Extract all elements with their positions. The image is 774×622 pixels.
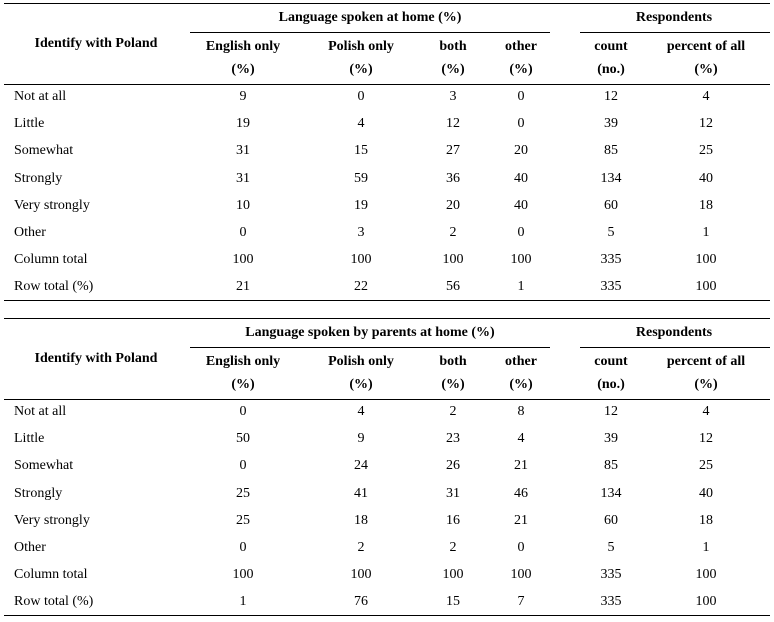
row-header: Identify with Poland	[34, 36, 158, 51]
cell-polish: 9	[357, 431, 365, 446]
table-row	[4, 274, 770, 301]
cell-percent: 100	[695, 594, 717, 609]
group-header-rule	[190, 32, 550, 33]
cell-count: 60	[604, 513, 618, 528]
cell-count: 335	[600, 252, 622, 267]
col-header-count: count	[594, 39, 628, 54]
cell-percent: 4	[702, 89, 710, 104]
cell-both: 26	[446, 458, 460, 473]
cell-count: 335	[600, 594, 622, 609]
col-header-percent: percent of all	[666, 39, 746, 54]
row-label: Somewhat	[14, 143, 74, 158]
cell-other: 21	[514, 513, 528, 528]
cell-other: 40	[514, 171, 528, 186]
cell-english: 0	[239, 404, 247, 419]
col-header-both: both	[439, 354, 467, 369]
cell-count: 5	[607, 540, 615, 555]
col-header-other-unit: (%)	[509, 62, 533, 77]
cell-both: 12	[446, 116, 460, 131]
cell-english: 100	[232, 567, 254, 582]
cell-count: 85	[604, 458, 618, 473]
row-label: Not at all	[14, 404, 67, 419]
row-label: Other	[14, 225, 46, 240]
cell-percent: 12	[699, 431, 713, 446]
cell-both: 23	[446, 431, 460, 446]
cell-polish: 4	[357, 116, 365, 131]
cell-other: 0	[517, 89, 525, 104]
cell-percent: 12	[699, 116, 713, 131]
cell-both: 36	[446, 171, 460, 186]
col-header-both: both	[439, 39, 467, 54]
cell-polish: 100	[350, 567, 372, 582]
table-row	[4, 426, 770, 453]
cell-both: 56	[446, 279, 460, 294]
cell-other: 21	[514, 458, 528, 473]
cell-count: 335	[600, 567, 622, 582]
cell-polish: 59	[354, 171, 368, 186]
col-header-other: other	[505, 39, 537, 54]
row-label: Column total	[14, 567, 88, 582]
row-label: Little	[14, 431, 45, 446]
row-label: Strongly	[14, 171, 63, 186]
cell-english: 21	[236, 279, 250, 294]
cell-count: 39	[604, 116, 618, 131]
cell-english: 25	[236, 513, 250, 528]
row-label: Very strongly	[14, 513, 90, 528]
row-label: Other	[14, 540, 46, 555]
cell-english: 31	[236, 171, 250, 186]
cell-count: 335	[600, 279, 622, 294]
cell-count: 39	[604, 431, 618, 446]
cell-percent: 40	[699, 171, 713, 186]
cell-polish: 24	[354, 458, 368, 473]
col-header-percent-unit: (%)	[694, 377, 718, 392]
col-header-english: English only	[205, 354, 281, 369]
col-header-polish-unit: (%)	[349, 377, 373, 392]
cell-english: 0	[239, 540, 247, 555]
cell-english: 10	[236, 198, 250, 213]
cell-percent: 100	[695, 279, 717, 294]
cell-percent: 1	[702, 225, 710, 240]
col-header-polish-unit: (%)	[349, 62, 373, 77]
cell-other: 100	[510, 252, 532, 267]
cell-english: 100	[232, 252, 254, 267]
row-label: Somewhat	[14, 458, 74, 473]
group-header: Language spoken at home (%)	[278, 10, 462, 25]
respondents-header: Respondents	[635, 325, 713, 340]
row-label: Not at all	[14, 89, 67, 104]
cell-other: 40	[514, 198, 528, 213]
cell-count: 12	[604, 404, 618, 419]
cell-other: 0	[517, 225, 525, 240]
col-header-both-unit: (%)	[441, 62, 465, 77]
cell-count: 134	[600, 486, 622, 501]
cell-other: 0	[517, 540, 525, 555]
cell-count: 12	[604, 89, 618, 104]
cell-polish: 76	[354, 594, 368, 609]
row-label: Row total (%)	[14, 594, 94, 609]
table-row	[4, 247, 770, 274]
cell-count: 5	[607, 225, 615, 240]
cell-percent: 4	[702, 404, 710, 419]
table-row	[4, 508, 770, 535]
col-header-percent: percent of all	[666, 354, 746, 369]
cell-both: 2	[449, 404, 457, 419]
col-header-other: other	[505, 354, 537, 369]
table-row	[4, 589, 770, 616]
cell-percent: 1	[702, 540, 710, 555]
cell-english: 0	[239, 458, 247, 473]
cell-both: 15	[446, 594, 460, 609]
cell-polish: 19	[354, 198, 368, 213]
col-header-percent-unit: (%)	[694, 62, 718, 77]
cell-polish: 22	[354, 279, 368, 294]
cell-percent: 25	[699, 458, 713, 473]
table-row	[4, 562, 770, 589]
cell-count: 85	[604, 143, 618, 158]
table-row	[4, 193, 770, 220]
cell-english: 50	[236, 431, 250, 446]
cell-percent: 100	[695, 252, 717, 267]
cell-english: 19	[236, 116, 250, 131]
cell-count: 60	[604, 198, 618, 213]
table-top-rule	[4, 3, 770, 4]
cell-percent: 18	[699, 198, 713, 213]
col-header-count-unit: (no.)	[597, 62, 625, 77]
col-header-other-unit: (%)	[509, 377, 533, 392]
table-row	[4, 399, 770, 426]
cell-english: 31	[236, 143, 250, 158]
row-label: Strongly	[14, 486, 63, 501]
table-row	[4, 111, 770, 138]
cell-both: 31	[446, 486, 460, 501]
row-header: Identify with Poland	[34, 351, 158, 366]
cell-other: 0	[517, 116, 525, 131]
row-label: Very strongly	[14, 198, 90, 213]
cell-polish: 2	[357, 540, 365, 555]
cell-both: 16	[446, 513, 460, 528]
cell-both: 27	[446, 143, 460, 158]
group-header: Language spoken by parents at home (%)	[245, 325, 495, 340]
col-header-both-unit: (%)	[441, 377, 465, 392]
cell-percent: 18	[699, 513, 713, 528]
row-label: Row total (%)	[14, 279, 94, 294]
cell-count: 134	[600, 171, 622, 186]
cell-other: 8	[517, 404, 525, 419]
row-label: Little	[14, 116, 45, 131]
cell-other: 46	[514, 486, 528, 501]
col-header-english: English only	[205, 39, 281, 54]
cell-both: 3	[449, 89, 457, 104]
col-header-count-unit: (no.)	[597, 377, 625, 392]
cell-polish: 15	[354, 143, 368, 158]
cell-polish: 3	[357, 225, 365, 240]
cell-polish: 0	[357, 89, 365, 104]
cell-polish: 100	[350, 252, 372, 267]
table-row	[4, 453, 770, 480]
cell-english: 9	[239, 89, 247, 104]
respondents-header-rule	[580, 32, 770, 33]
col-header-english-unit: (%)	[231, 62, 255, 77]
table-bottom-rule	[4, 300, 770, 301]
respondents-header: Respondents	[635, 10, 713, 25]
cell-percent: 100	[695, 567, 717, 582]
col-header-count: count	[594, 354, 628, 369]
cell-both: 100	[442, 252, 464, 267]
cell-polish: 41	[354, 486, 368, 501]
cell-other: 100	[510, 567, 532, 582]
cell-english: 25	[236, 486, 250, 501]
table-top-rule	[4, 318, 770, 319]
cell-other: 1	[517, 279, 525, 294]
cell-percent: 40	[699, 486, 713, 501]
table-row	[4, 220, 770, 247]
cell-polish: 18	[354, 513, 368, 528]
cell-english: 1	[239, 594, 247, 609]
cell-both: 2	[449, 225, 457, 240]
col-header-polish: Polish only	[328, 39, 394, 54]
col-header-polish: Polish only	[328, 354, 394, 369]
cell-other: 4	[517, 431, 525, 446]
cell-percent: 25	[699, 143, 713, 158]
cell-both: 20	[446, 198, 460, 213]
cell-other: 7	[517, 594, 525, 609]
cell-other: 20	[514, 143, 528, 158]
table-row	[4, 166, 770, 193]
cell-both: 2	[449, 540, 457, 555]
cell-english: 0	[239, 225, 247, 240]
table-row	[4, 138, 770, 165]
row-label: Column total	[14, 252, 88, 267]
col-header-english-unit: (%)	[231, 377, 255, 392]
table-row	[4, 481, 770, 508]
table-row	[4, 535, 770, 562]
cell-both: 100	[442, 567, 464, 582]
group-header-rule	[190, 347, 550, 348]
cell-polish: 4	[357, 404, 365, 419]
table-row	[4, 84, 770, 111]
respondents-header-rule	[580, 347, 770, 348]
table-bottom-rule	[4, 615, 770, 616]
